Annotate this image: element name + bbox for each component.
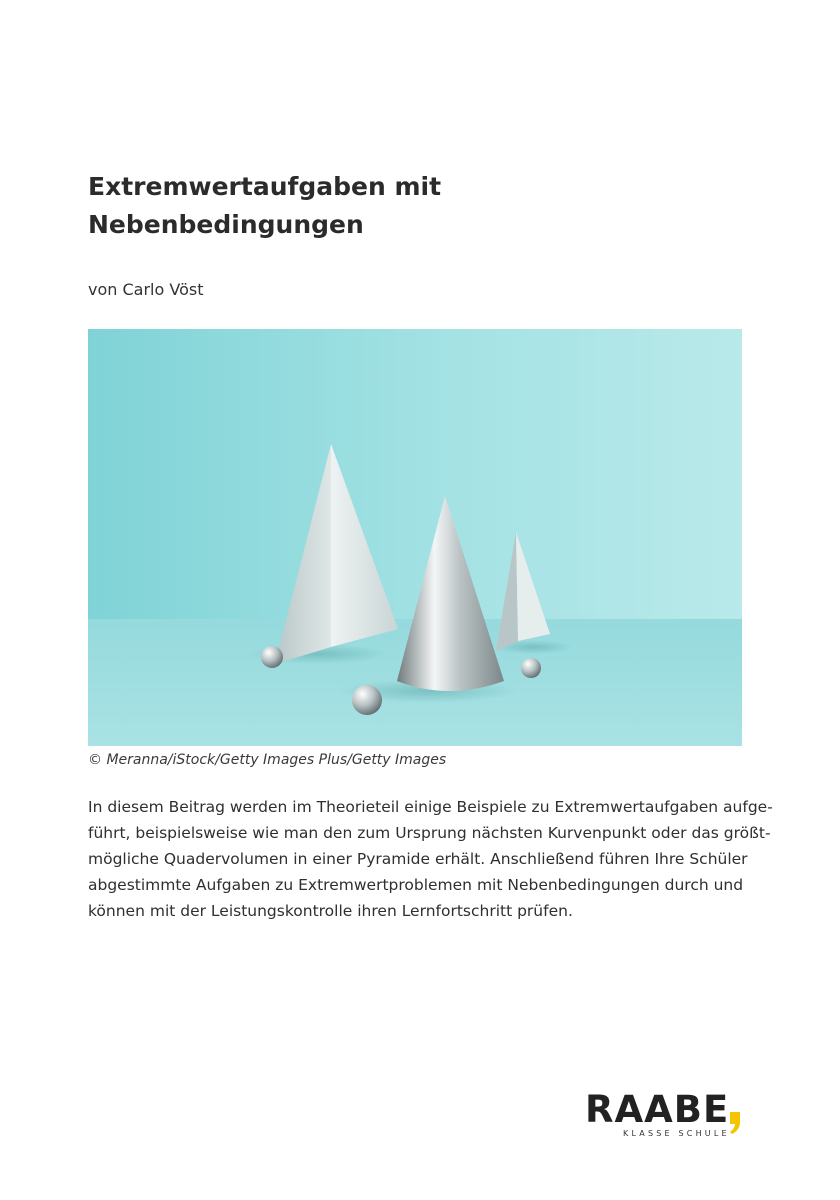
intro-line: können mit der Leistungskontrolle ihren Lernfortschritt prüfen. [88, 902, 573, 920]
author-line: von Carlo Vöst [88, 280, 204, 299]
image-credit: © Meranna/iStock/Getty Images Plus/Getty Images [88, 752, 447, 768]
publisher-logo [585, 1090, 750, 1140]
intro-line: führt, beispielsweise wie man den zum Ursprung nächsten Kurvenpunkt oder das größt- [88, 824, 771, 842]
title-line-2: Nebenbedingungen [88, 210, 364, 239]
sphere-front [352, 685, 382, 715]
logo-tagline: KLASSE SCHULE [623, 1129, 730, 1138]
sphere-right [521, 658, 541, 678]
title-line-1: Extremwertaufgaben mit [88, 172, 442, 201]
sphere-left [261, 646, 283, 668]
intro-line: In diesem Beitrag werden im Theorieteil einige Beispiele zu Extremwertaufgaben aufge- [88, 798, 773, 816]
intro-line: mögliche Quadervolumen in einer Pyramide erhält. Anschließend führen Ihre Schüler [88, 850, 748, 868]
intro-line: abgestimmte Aufgaben zu Extremwertproblemen mit Nebenbedingungen durch und [88, 876, 744, 894]
logo-wordmark: RAABE [585, 1088, 730, 1131]
intro-paragraph [88, 794, 773, 924]
document-title [88, 168, 748, 244]
geometric-shapes-illustration [88, 329, 742, 746]
logo-comma-icon [729, 1112, 741, 1134]
cover-image [88, 329, 742, 746]
